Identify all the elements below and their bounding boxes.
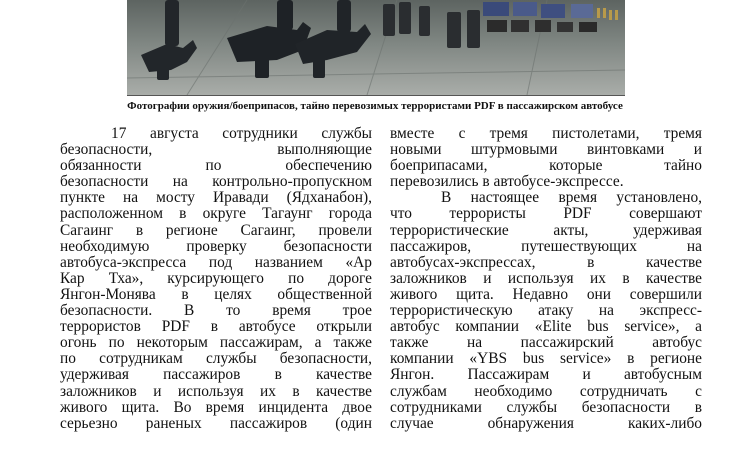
text-line: безопасности, выполняющие	[60, 141, 372, 159]
text-line: автобусах-экспрессах, в качестве	[390, 253, 702, 271]
text-line: живого щита. Недавно они совершили	[390, 285, 702, 303]
text-line: случае обнаружения каких-либо	[390, 414, 702, 432]
text-line: что террористы PDF совершают	[390, 205, 702, 223]
article-left-column	[60, 126, 372, 432]
text-line: пассажиров, путешествующих на	[390, 237, 702, 255]
text-line: живого щита. Во время инцидента двое	[60, 398, 372, 416]
text-line: Кар Тха», курсирующего по дороге	[60, 269, 372, 287]
text-line: обязанности по обеспечению	[60, 157, 372, 175]
text-line: боеприпасами, которые тайно	[390, 157, 702, 175]
text-line: службам необходимо сотрудничать с	[390, 382, 702, 400]
text-line: огонь по некоторым пассажирам, а также	[60, 334, 372, 352]
text-line: 17 августа сотрудники службы	[111, 125, 372, 142]
text-line: также на пассажирский автобус	[390, 334, 702, 352]
article-right-column	[390, 126, 702, 432]
text-line: В настоящее время установлено,	[441, 189, 702, 207]
text-line: перевозились в автобусе-экспрессе.	[390, 173, 624, 191]
text-line: вместе с тремя пистолетами, тремя	[390, 125, 702, 142]
weapons-photo	[127, 0, 625, 96]
text-line: автобуса-экспресса под названием «Ар	[60, 253, 372, 271]
text-line: террористическую атаку на экспресс-	[390, 302, 702, 320]
text-line: серьезно раненых пассажиров (один	[60, 414, 372, 432]
text-line: расположенном в округе Тагаунг города	[60, 205, 372, 223]
text-line: пункте на мосту Иравади (Ядханабон),	[60, 189, 372, 207]
text-line: террористов PDF в автобусе открыли	[60, 318, 372, 336]
text-line: Янгон. Пассажирам и автобусным	[390, 366, 702, 384]
text-line: безопасности на контрольно-пропускном	[60, 173, 372, 191]
text-line: автобус компании «Elite bus service», а	[390, 318, 702, 336]
text-line: компании «YBS bus service» в регионе	[390, 350, 702, 368]
text-line: необходимую проверку безопасности	[60, 237, 372, 255]
text-line: сотрудниками службы безопасности в	[390, 398, 702, 416]
text-line: по сотрудникам службы безопасности,	[60, 350, 372, 368]
text-line: заложников и используя их в качестве	[60, 382, 372, 400]
text-line: безопасности. В то время трое	[60, 302, 372, 320]
weapons-photo-illustration	[127, 0, 625, 95]
text-line: новыми штурмовыми винтовками и	[390, 141, 702, 159]
text-line: Сагаинг в регионе Сагаинг, провели	[60, 221, 372, 239]
photo-caption: Фотографии оружия/боеприпасов, тайно перевозимых террористами PDF в пассажирском автобусе	[127, 100, 623, 112]
text-line: террористические акты, удерживая	[390, 221, 702, 239]
text-line: удерживая пассажиров в качестве	[60, 366, 372, 384]
text-line: Янгон-Монява в целях общественной	[60, 285, 372, 303]
text-line: заложников и используя их в качестве	[390, 269, 702, 287]
